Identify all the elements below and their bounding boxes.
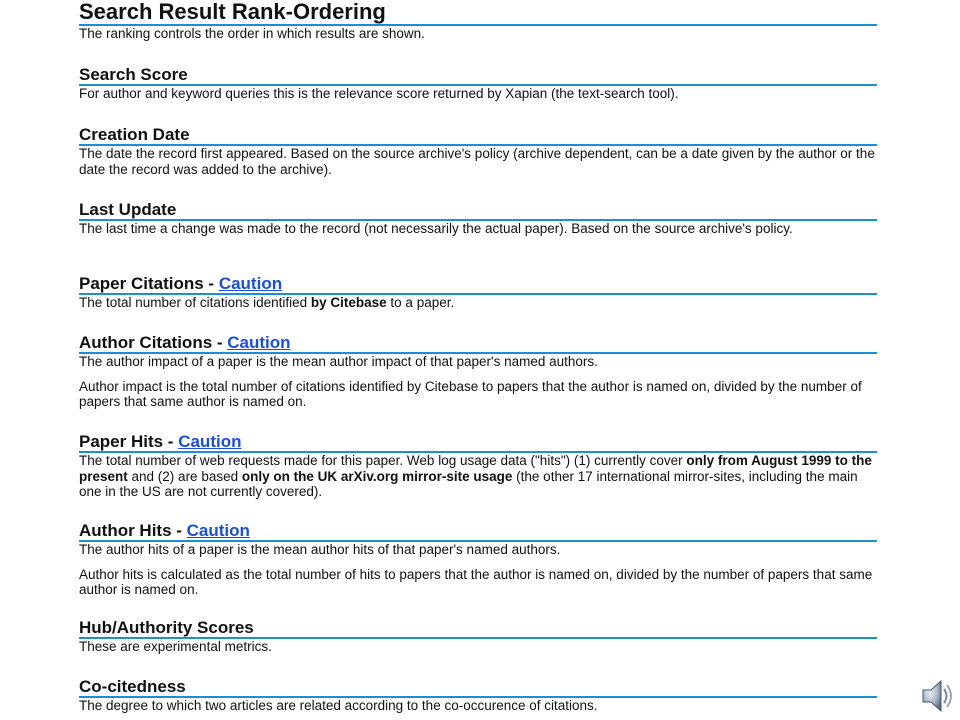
section-author-citations: [79, 333, 877, 410]
cocitedness-text: The degree to which two articles are related according to the co-occurence of citations.: [79, 698, 598, 713]
section-search-score: [79, 65, 877, 102]
last-update-heading: Last Update: [79, 200, 877, 221]
speaker-icon[interactable]: [920, 676, 956, 716]
author-hits-heading: [79, 521, 877, 542]
section-paper-hits: [79, 432, 877, 500]
author-citations-text2: Author impact is the total number of citations identified by Citebase to papers that the author is named on, divided by the number of papers that same author is named on.: [79, 378, 862, 409]
section-author-hits: [79, 521, 877, 598]
section-paper-citations: [79, 274, 877, 311]
cocitedness-heading: Co-citedness: [79, 677, 877, 698]
search-score-heading: Search Score: [79, 65, 877, 86]
paper-hits-heading: [79, 432, 877, 453]
paper-citations-text-a: The total number of citations identified: [79, 295, 311, 310]
author-hits-text: The author hits of a paper is the mean author hits of that paper's named authors.: [79, 542, 561, 557]
author-citations-heading-label: Author Citations -: [79, 333, 228, 352]
paper-citations-text: [79, 295, 877, 311]
title-section: [79, 0, 877, 42]
page-title: Search Result Rank-Ordering: [79, 0, 877, 26]
author-hits-text2: Author hits is calculated as the total number of hits to papers that the author is named on, divided by the number of papers that same author is named on.: [79, 566, 873, 597]
paper-citations-caution-link[interactable]: Caution: [218, 274, 283, 293]
paper-citations-text-c: to a paper.: [386, 295, 455, 310]
paper-hits-text: [79, 453, 877, 500]
hub-authority-text: These are experimental metrics.: [79, 639, 272, 654]
paper-hits-caution-link[interactable]: Caution: [178, 432, 242, 451]
last-update-text: The last time a change was made to the record (not necessarily the actual paper). Based on the source archive's policy.: [79, 221, 793, 236]
paper-citations-text-b: by Citebase: [310, 295, 387, 310]
creation-date-text: The date the record first appeared. Based on the source archive's policy (archive dependent, can be a date given by the author or the date the record was added to the archive).: [79, 146, 875, 177]
search-score-text: For author and keyword queries this is the relevance score returned by Xapian (the text-search tool).: [79, 86, 679, 101]
paper-hits-text-a: The total number of web requests made for this paper. Web log usage data ("hits") (1) currently cover: [79, 453, 687, 468]
section-cocitedness: [79, 677, 877, 714]
paper-hits-text-e: (the other 17 international mirror-sites, including the main one in the US are not currently covered).: [79, 468, 858, 499]
author-hits-caution-link[interactable]: Caution: [186, 521, 250, 540]
author-citations-caution-link[interactable]: Caution: [227, 333, 291, 352]
paper-hits-text-d: only on the UK arXiv.org mirror-site usage: [241, 468, 513, 484]
paper-citations-heading-label: Paper Citations -: [79, 274, 219, 293]
hub-authority-heading: Hub/Authority Scores: [79, 618, 877, 639]
paper-hits-text-b: only from August 1999 to the present: [79, 453, 872, 484]
section-creation-date: [79, 125, 877, 177]
author-citations-text: The author impact of a paper is the mean author impact of that paper's named authors.: [79, 354, 598, 369]
paper-hits-heading-label: Paper Hits -: [79, 432, 179, 451]
paper-hits-text-c: and (2) are based: [127, 468, 242, 484]
author-hits-heading-label: Author Hits -: [79, 521, 187, 540]
section-hub-authority: [79, 618, 877, 655]
creation-date-heading: Creation Date: [79, 125, 877, 146]
intro-text: The ranking controls the order in which results are shown.: [79, 26, 425, 41]
author-citations-heading: [79, 333, 877, 354]
section-last-update: [79, 200, 877, 237]
paper-citations-heading: [79, 274, 877, 295]
